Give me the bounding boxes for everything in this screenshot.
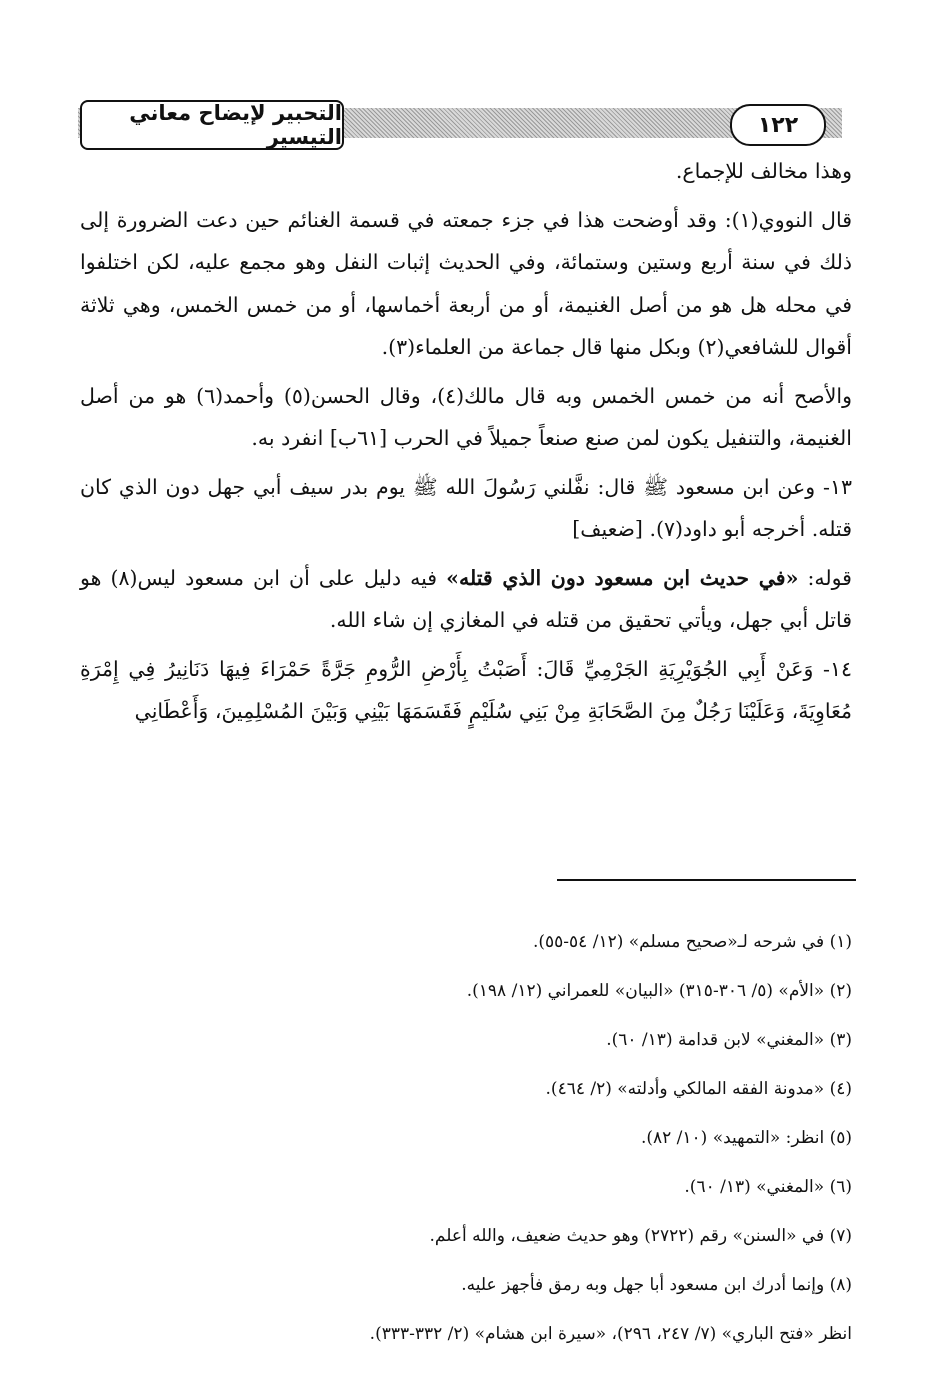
footnote-4: (٤) «مدونة الفقه المالكي وأدلته» (٢/ ٤٦٤). bbox=[545, 1079, 852, 1099]
footnote-2: (٢) «الأم» (٥/ ٣٠٦-٣١٥) «البيان» للعمراني (١٢/ ١٩٨). bbox=[466, 981, 852, 1001]
footnotes bbox=[80, 918, 852, 1359]
footnote-8-continued: انظر «فتح الباري» (٧/ ٢٤٧، ٢٩٦)، «سيرة ابن هشام» (٢/ ٣٣٢-٣٣٣). bbox=[369, 1324, 852, 1344]
running-title: التحبير لإيضاح معاني التيسير bbox=[80, 100, 344, 150]
main-text bbox=[80, 150, 852, 733]
footnote-7: (٧) في «السنن» رقم (٢٧٢٢) وهو حديث ضعيف، والله أعلم. bbox=[429, 1226, 852, 1246]
footnote-3: (٣) «المغني» لابن قدامة (١٣/ ٦٠). bbox=[606, 1030, 852, 1050]
paragraph-3: والأصح أنه من خمس الخمس وبه قال مالك(٤)، وقال الحسن(٥) وأحمد(٦) هو من أصل الغنيمة، والتنفيل يكون لمن صنع صنعاً جميلاً في الحرب [٦١ب] انفرد به. bbox=[80, 383, 852, 450]
footnote-1: (١) في شرحه لـ«صحيح مسلم» (١٢/ ٥٤-٥٥). bbox=[532, 932, 852, 952]
page-number: ١٢٢ bbox=[730, 104, 826, 146]
paragraph-5-rest: فيه دليل على أن ابن مسعود ليس(٨) هو قاتل أبي جهل، ويأتي تحقيق من قتله في المغازي إن شاء الله. bbox=[80, 565, 852, 632]
footnote-5: (٥) انظر: «التمهيد» (١٠/ ٨٢). bbox=[640, 1128, 852, 1148]
footnote-6: (٦) «المغني» (١٣/ ٦٠). bbox=[684, 1177, 852, 1197]
paragraph-4-hadith-13: ١٣- وعن ابن مسعود ﷺ قال: نفَّلني رَسُولَ الله ﷺ يوم بدر سيف أبي جهل دون الذي كان قتله. أخرجه أبو داود(٧). [ضعيف] bbox=[80, 474, 852, 541]
paragraph-1: وهذا مخالف للإجماع. bbox=[675, 159, 852, 183]
footnote-separator bbox=[557, 879, 856, 881]
paragraph-5 bbox=[80, 557, 852, 642]
paragraph-5-lead: قوله: bbox=[798, 565, 852, 590]
paragraph-5-quote: «في حديث ابن مسعود دون الذي قتله» bbox=[446, 565, 799, 590]
paragraph-6-hadith-14: ١٤- وَعَنْ أَبِي الجُوَيْرِيَةِ الجَرْمِيِّ قَالَ: أَصَبْتُ بِأَرْضِ الرُّومِ جَرَّةً حَمْرَاءَ فِيهَا دَنَانِيرُ فِي إِمْرَةِ مُعَاوِيَةَ، وَعَلَيْنَا رَجُلٌ مِنَ الصَّحَابَةِ مِنْ بَنِي سُلَيْمٍ فَقَسَمَهَا بَيْنِي وَبَيْنَ المُسْلِمِينَ، وَأَعْطَانِي bbox=[80, 656, 852, 723]
page-header bbox=[78, 96, 842, 152]
paragraph-2: قال النووي(١): وقد أوضحت هذا في جزء جمعته في قسمة الغنائم حين دعت الضرورة إلى ذلك في سنة أربع وستين وستمائة، وفي الحديث إثبات النفل وهو مجمع عليه، لكن اختلفوا في محله هل هو من أصل الغنيمة، أو من أربعة أخماسها، أو من خمس الخمس، وهي ثلاثة أقوال للشافعي(٢) وبكل منها قال جماعة من العلماء(٣). bbox=[80, 207, 852, 359]
footnote-8: (٨) وإنما أدرك ابن مسعود أبا جهل وبه رمق فأجهز عليه. bbox=[461, 1275, 852, 1295]
